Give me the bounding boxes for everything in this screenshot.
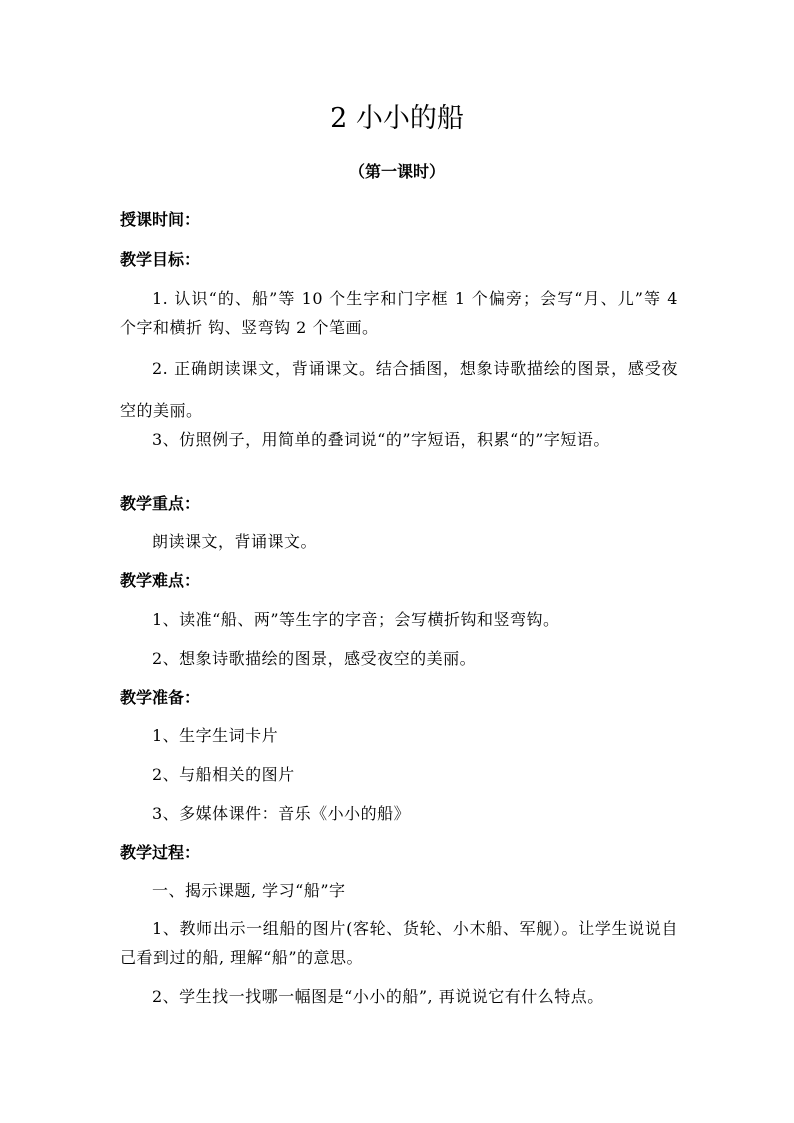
prep-heading: 教学准备： [120,688,201,707]
process-2: 2、学生找一找哪一幅图是“小小的船”, 再说说它有什么特点。 [152,987,604,1006]
goals-heading: 教学目标： [120,250,201,269]
goal-3: 3、仿照例子，用简单的叠词说“的”字短语，积累“的”字短语。 [152,430,610,449]
difficulty-heading: 教学难点： [120,571,201,590]
goal-1: 1. 认识“的、船”等 10 个生字和门字框 1 个偏旁；会写“月、儿”等 4 个字和横折 钩、竖弯钩 2 个笔画。 [120,289,678,337]
time-label: 授课时间： [120,210,201,229]
process-section-1: 一、揭示课题, 学习“船”字 [152,881,346,900]
prep-3: 3、多媒体课件：音乐《小小的船》 [152,804,411,823]
process-heading: 教学过程： [120,843,201,862]
process-1: 1、教师出示一组船的图片(客轮、货轮、小木船、军舰）。让学生说说自己看到过的船, 理解“船”的意思。 [120,919,678,967]
document-subtitle: （第一课时） [348,162,445,181]
document-title: 2 小小的船 [330,103,464,134]
difficulty-2: 2、想象诗歌描绘的图景，感受夜空的美丽。 [152,649,477,668]
difficulty-1: 1、读准“船、两”等生字的字音；会写横折钩和竖弯钩。 [152,610,560,629]
key-heading: 教学重点： [120,494,201,513]
prep-1: 1、生字生词卡片 [152,726,279,745]
goal-2: 2. 正确朗读课文，背诵课文。结合插图，想象诗歌描绘的图景，感受夜空的美丽。 [120,359,678,420]
key-point-1: 朗读课文，背诵课文。 [152,532,318,551]
prep-2: 2、与船相关的图片 [152,765,295,784]
